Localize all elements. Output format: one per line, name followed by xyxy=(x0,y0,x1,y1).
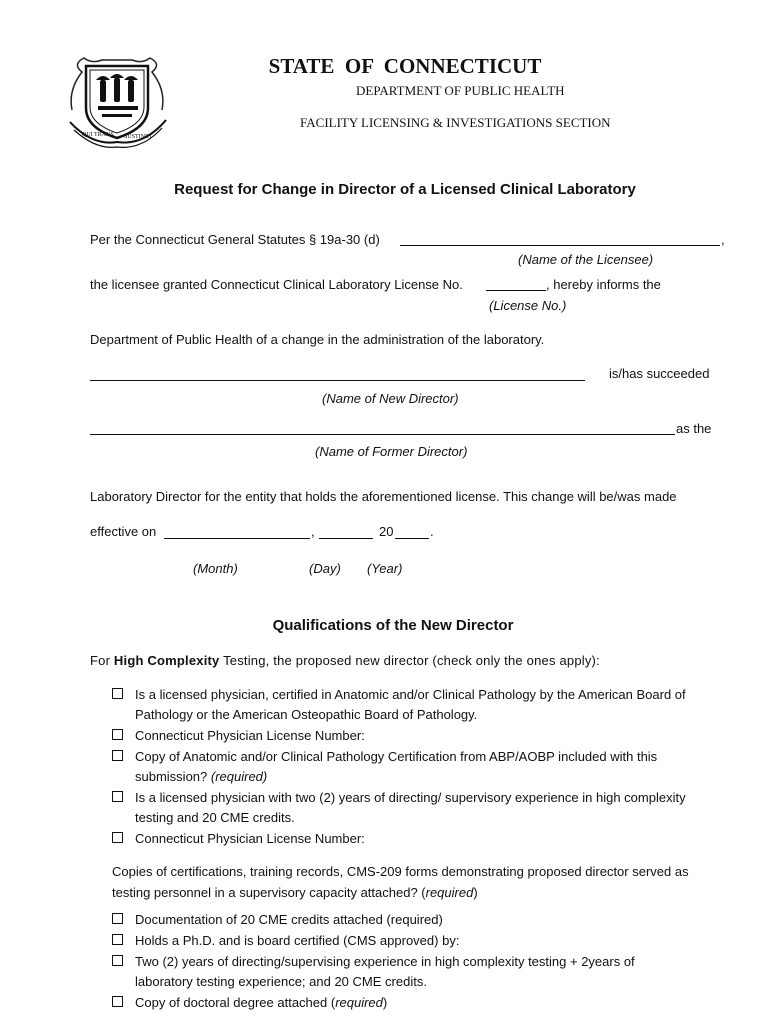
option-line1: Holds a Ph.D. and is board certified (CMS approved) by: xyxy=(135,933,460,948)
copies-line2-prefix: testing personnel in a supervisory capacity attached? ( xyxy=(112,885,426,900)
day-field[interactable] xyxy=(319,538,373,539)
qual-option xyxy=(112,952,732,992)
effective-prefix: effective on xyxy=(90,524,157,539)
option-line1: Two (2) years of directing/supervising experience in high complexity testing + 2years of xyxy=(135,954,635,969)
svg-text:SUSTINET: SUSTINET xyxy=(124,134,153,140)
intro-prefix: For xyxy=(90,653,114,668)
day-caption: (Day) xyxy=(309,561,341,576)
statute-suffix: , xyxy=(721,232,725,247)
option-line1: Connecticut Physician License Number: xyxy=(135,831,365,846)
checkbox[interactable] xyxy=(112,729,123,740)
checkbox[interactable] xyxy=(112,913,123,924)
option-line2: Pathology or the American Osteopathic Board of Pathology. xyxy=(135,707,478,722)
effective-20: 20 xyxy=(379,524,394,539)
department-name: DEPARTMENT OF PUBLIC HEALTH xyxy=(356,83,565,98)
year-caption: (Year) xyxy=(367,561,403,576)
checkbox[interactable] xyxy=(112,688,123,699)
checkbox[interactable] xyxy=(112,750,123,761)
option-line2-prefix: submission? xyxy=(135,769,211,784)
intro-bold: High Complexity xyxy=(113,653,220,668)
qual-option xyxy=(112,829,732,849)
checkbox[interactable] xyxy=(112,996,123,1007)
option-line1: Is a licensed physician with two (2) years of directing/ supervisory experience in high complexity xyxy=(135,790,686,805)
option-line1: Is a licensed physician, certified in Anatomic and/or Clinical Pathology by the American Board of xyxy=(135,687,686,702)
statute-line xyxy=(90,231,380,248)
qual-option xyxy=(112,685,732,725)
new-director-caption: (Name of New Director) xyxy=(322,391,459,406)
month-field[interactable] xyxy=(164,538,310,539)
statute-prefix: Per the Connecticut General Statutes § 19a-30 (d) xyxy=(90,232,380,247)
option-line2: laboratory testing experience; and 20 CME credits. xyxy=(135,974,427,989)
form-title: Request for Change in Director of a Licensed Clinical Laboratory xyxy=(174,181,636,198)
option-line2: testing and 20 CME credits. xyxy=(135,810,295,825)
qualifications-intro xyxy=(90,652,600,669)
department-line: Department of Public Health of a change in the administration of the laboratory. xyxy=(90,332,545,347)
former-director-field[interactable] xyxy=(90,434,675,435)
state-seal xyxy=(62,50,172,150)
new-director-field[interactable] xyxy=(90,380,585,381)
licensee-caption: (Name of the Licensee) xyxy=(518,252,654,267)
qual-option xyxy=(112,726,732,746)
checkbox[interactable] xyxy=(112,791,123,802)
qual-option xyxy=(112,788,732,828)
effective-period: . xyxy=(430,524,434,539)
as-the-text: as the xyxy=(676,421,712,436)
svg-text:QUI TRANS: QUI TRANS xyxy=(82,132,114,138)
month-caption: (Month) xyxy=(193,561,238,576)
required-note: (required) xyxy=(210,769,268,784)
qual-option xyxy=(112,747,732,787)
succeeded-text: is/has succeeded xyxy=(609,366,710,381)
license-prefix: the licensee granted Connecticut Clinical Laboratory License No. xyxy=(90,277,463,292)
checkbox[interactable] xyxy=(112,934,123,945)
qual-option xyxy=(112,931,732,951)
option-line1: Copy of Anatomic and/or Clinical Pathology Certification from ABP/AOBP included with this xyxy=(135,749,658,764)
qual-option xyxy=(112,993,732,1013)
qualifications-heading: Qualifications of the New Director xyxy=(272,617,514,634)
checkbox[interactable] xyxy=(112,955,123,966)
required-note: required xyxy=(335,995,383,1010)
option-line1: Connecticut Physician License Number: xyxy=(135,728,365,743)
checkbox[interactable] xyxy=(112,832,123,843)
copies-line1: Copies of certifications, training records, CMS-209 forms demonstrating proposed director served as xyxy=(112,864,689,879)
license-caption: (License No.) xyxy=(489,298,567,313)
option-line1: Documentation of 20 CME credits attached (required) xyxy=(135,912,443,927)
former-director-caption: (Name of Former Director) xyxy=(315,444,468,459)
licensee-name-field[interactable] xyxy=(400,245,720,246)
year-field[interactable] xyxy=(395,538,429,539)
option-line1: Copy of doctoral degree attached ( xyxy=(135,995,336,1010)
copies-line2-suffix: ) xyxy=(473,885,478,900)
entity-line: Laboratory Director for the entity that holds the aforementioned license. This change will be/was made xyxy=(90,489,677,504)
effective-comma: , xyxy=(311,524,315,539)
copies-required: required xyxy=(425,885,474,900)
state-name: STATE OF CONNECTICUT xyxy=(268,54,542,78)
section-name: FACILITY LICENSING & INVESTIGATIONS SECTION xyxy=(300,115,611,130)
copies-paragraph xyxy=(112,861,742,903)
license-suffix: , hereby informs the xyxy=(546,277,661,292)
option-suffix: ) xyxy=(382,995,388,1010)
license-number-field[interactable] xyxy=(486,290,546,291)
qual-option xyxy=(112,910,732,930)
intro-suffix: Testing, the proposed new director (check only the ones apply): xyxy=(219,653,600,668)
state-seal-icon xyxy=(62,50,172,150)
